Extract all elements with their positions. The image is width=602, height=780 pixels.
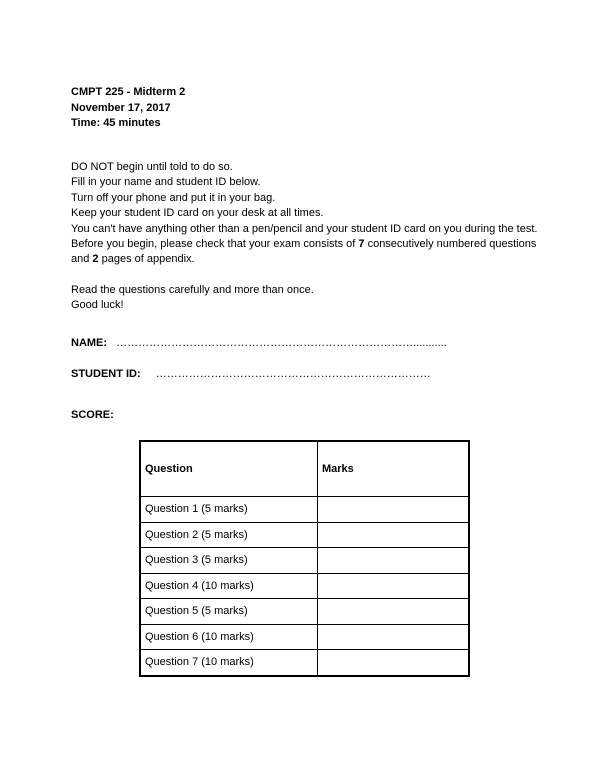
question-header: Question — [140, 441, 318, 497]
question-cell: Question 5 (5 marks) — [140, 599, 318, 625]
course-title: CMPT 225 - Midterm 2 — [71, 86, 186, 98]
student-id-field[interactable] — [71, 368, 431, 380]
and-text: and — [71, 253, 93, 266]
instruction-line: Fill in your name and student ID below. — [71, 176, 261, 189]
instruction-line: You can't have anything other than a pen/pencil and your student ID card on you during the test. — [71, 222, 538, 235]
check-prefix: Before you begin, please check that your exam consists of — [71, 238, 359, 251]
spacer — [71, 268, 541, 283]
student-id-label: STUDENT ID: — [71, 368, 141, 380]
name-field[interactable] — [71, 337, 447, 349]
question-cell: Question 3 (5 marks) — [140, 548, 318, 574]
table-header-row — [140, 441, 469, 497]
table-row — [140, 522, 469, 548]
instruction-line: Keep your student ID card on your desk at all times. — [71, 207, 324, 220]
appendix-pages: 2 — [92, 253, 99, 266]
appendix-suffix: pages of appendix. — [98, 253, 195, 266]
marks-cell[interactable] — [318, 599, 470, 625]
instruction-line: Turn off your phone and put it in your bag. — [71, 191, 276, 204]
student-id-blank[interactable]: ………………………………………………………………… — [155, 368, 431, 380]
table-row — [140, 548, 469, 574]
table-row — [140, 650, 469, 676]
question-cell: Question 2 (5 marks) — [140, 522, 318, 548]
marks-cell[interactable] — [318, 650, 470, 676]
table-row — [140, 624, 469, 650]
name-blank[interactable]: ………………………………………………………………………........... — [116, 337, 447, 349]
question-count-line — [71, 237, 541, 252]
closing-line: Good luck! — [71, 299, 124, 312]
marks-cell[interactable] — [318, 497, 470, 523]
table-row — [140, 573, 469, 599]
marks-cell[interactable] — [318, 522, 470, 548]
exam-header — [71, 85, 185, 132]
question-cell: Question 1 (5 marks) — [140, 497, 318, 523]
marks-cell[interactable] — [318, 548, 470, 574]
instructions — [71, 160, 541, 314]
instruction-line: DO NOT begin until told to do so. — [71, 161, 233, 173]
question-cell: Question 4 (10 marks) — [140, 573, 318, 599]
question-cell: Question 7 (10 marks) — [140, 650, 318, 676]
check-middle: consecutively numbered questions — [364, 238, 537, 251]
question-count: 7 — [358, 238, 365, 251]
appendix-line — [71, 252, 541, 267]
name-label: NAME: — [71, 337, 108, 349]
exam-duration: Time: 45 minutes — [71, 117, 161, 129]
marks-cell[interactable] — [318, 573, 470, 599]
table-row — [140, 599, 469, 625]
score-table — [139, 440, 470, 677]
marks-header: Marks — [318, 441, 470, 497]
exam-date: November 17, 2017 — [71, 101, 171, 114]
score-label: SCORE: — [71, 409, 114, 421]
question-cell: Question 6 (10 marks) — [140, 624, 318, 650]
table-row — [140, 497, 469, 523]
marks-cell[interactable] — [318, 624, 470, 650]
closing-line: Read the questions carefully and more than once. — [71, 283, 314, 296]
